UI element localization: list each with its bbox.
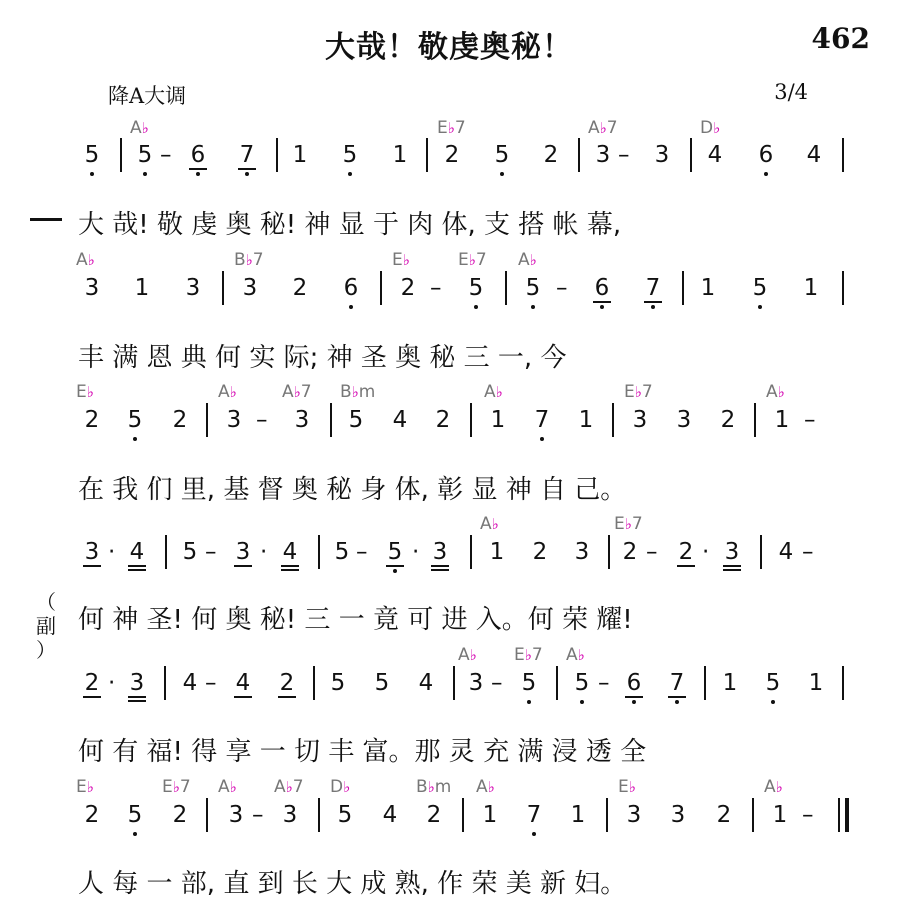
note: 3 — [670, 802, 686, 828]
note: 7 — [239, 142, 255, 168]
note: 5 — [374, 670, 390, 696]
note: 1 — [722, 670, 738, 696]
chord-symbol: A♭ — [130, 118, 149, 138]
barline — [682, 271, 684, 305]
tie-dash: – — [556, 275, 568, 301]
chord-symbol: E♭7 — [458, 250, 487, 270]
note: 3 — [129, 670, 145, 696]
chord-symbol: E♭7 — [437, 118, 466, 138]
note: 5 — [468, 275, 484, 301]
barline — [206, 798, 208, 832]
note: 6 — [594, 275, 610, 301]
note: 3 — [432, 539, 448, 565]
augmentation-dot: · — [108, 670, 116, 696]
chord-symbol: A♭7 — [274, 777, 304, 797]
tie-dash: – — [256, 407, 268, 433]
lyric-line-2: 丰 满 恩 典 何 实 际; 神 圣 奥 秘 三 一, 今 — [78, 343, 567, 373]
note: 5 — [127, 802, 143, 828]
note: 1 — [392, 142, 408, 168]
note: 5 — [521, 670, 537, 696]
note: 3 — [84, 275, 100, 301]
note: 6 — [190, 142, 206, 168]
note: 2 — [622, 539, 638, 565]
barline — [606, 798, 608, 832]
barline — [120, 138, 122, 172]
tie-dash: – — [491, 670, 503, 696]
note: 1 — [134, 275, 150, 301]
chord-symbol: A♭ — [480, 514, 499, 534]
chord-symbol: A♭ — [764, 777, 783, 797]
note: 3 — [468, 670, 484, 696]
note: 5 — [348, 407, 364, 433]
note: 4 — [806, 142, 822, 168]
tie-dash: – — [205, 539, 217, 565]
chord-symbol: A♭ — [476, 777, 495, 797]
note: 1 — [578, 407, 594, 433]
barline — [842, 138, 844, 172]
chord-symbol: E♭7 — [514, 645, 543, 665]
note: 1 — [803, 275, 819, 301]
note: 3 — [282, 802, 298, 828]
lyric-line-5: 何 有 福! 得 享 一 切 丰 富。那 灵 充 满 浸 透 全 — [78, 737, 647, 767]
note: 4 — [418, 670, 434, 696]
note: 3 — [626, 802, 642, 828]
note: 1 — [482, 802, 498, 828]
chord-symbol: A♭ — [484, 382, 503, 402]
augmentation-dot: · — [412, 539, 420, 565]
tie-dash: – — [802, 539, 814, 565]
note: 3 — [724, 539, 740, 565]
tie-dash: – — [430, 275, 442, 301]
note: 6 — [626, 670, 642, 696]
note: 7 — [526, 802, 542, 828]
note: 4 — [778, 539, 794, 565]
augmentation-dot: · — [702, 539, 710, 565]
chord-symbol: B♭m — [340, 382, 376, 402]
note: 5 — [127, 407, 143, 433]
chord-symbol: A♭ — [518, 250, 537, 270]
time-signature: 3/4 — [774, 80, 808, 104]
barline — [470, 403, 472, 437]
barline — [505, 271, 507, 305]
lyric-line-4: 何 神 圣! 何 奥 秘! 三 一 竟 可 进 入。何 荣 耀! — [78, 605, 633, 635]
tie-dash: – — [618, 142, 630, 168]
barline — [704, 666, 706, 700]
chord-symbol: A♭ — [76, 250, 95, 270]
tie-dash: – — [646, 539, 658, 565]
lead-dash — [30, 218, 62, 221]
note: 3 — [84, 539, 100, 565]
lyric-line-3: 在 我 们 里, 基 督 奥 秘 身 体, 彰 显 神 自 己。 — [78, 475, 627, 505]
note: 2 — [426, 802, 442, 828]
note: 1 — [490, 407, 506, 433]
barline — [164, 666, 166, 700]
barline — [318, 535, 320, 569]
barline — [276, 138, 278, 172]
chorus-mark: （ 副 ） — [36, 590, 56, 662]
note: 2 — [172, 407, 188, 433]
tie-dash: – — [205, 670, 217, 696]
tie-dash: – — [802, 802, 814, 828]
note: 5 — [387, 539, 403, 565]
barline — [752, 798, 754, 832]
lyric-line-1: 大 哉! 敬 虔 奥 秘! 神 显 于 肉 体, 支 搭 帐 幕, — [78, 210, 622, 240]
barline — [330, 403, 332, 437]
chord-symbol: E♭ — [392, 250, 410, 270]
barline — [556, 666, 558, 700]
note: 3 — [235, 539, 251, 565]
chord-symbol: E♭7 — [624, 382, 653, 402]
note: 2 — [84, 407, 100, 433]
note: 2 — [172, 802, 188, 828]
final-barline-thick — [845, 798, 849, 832]
note: 5 — [525, 275, 541, 301]
note: 4 — [382, 802, 398, 828]
barline — [690, 138, 692, 172]
note: 4 — [182, 670, 198, 696]
note: 3 — [632, 407, 648, 433]
note: 7 — [669, 670, 685, 696]
note: 2 — [400, 275, 416, 301]
note: 5 — [494, 142, 510, 168]
barline — [760, 535, 762, 569]
note: 3 — [242, 275, 258, 301]
barline — [453, 666, 455, 700]
note: 3 — [226, 407, 242, 433]
note: 7 — [534, 407, 550, 433]
note: 1 — [570, 802, 586, 828]
note: 3 — [595, 142, 611, 168]
barline — [222, 271, 224, 305]
note: 6 — [758, 142, 774, 168]
note: 4 — [235, 670, 251, 696]
note: 1 — [292, 142, 308, 168]
note: 2 — [716, 802, 732, 828]
hymn-title: 大哉！敬虔奥秘！ — [325, 30, 573, 65]
note: 4 — [129, 539, 145, 565]
note: 4 — [707, 142, 723, 168]
note: 2 — [543, 142, 559, 168]
chord-symbol: E♭ — [76, 382, 94, 402]
chord-symbol: B♭7 — [234, 250, 264, 270]
note: 2 — [279, 670, 295, 696]
note: 6 — [343, 275, 359, 301]
note: 1 — [489, 539, 505, 565]
key-signature: 降A大调 — [108, 84, 187, 108]
chord-symbol: D♭ — [330, 777, 351, 797]
barline — [165, 535, 167, 569]
augmentation-dot: · — [260, 539, 268, 565]
note: 1 — [700, 275, 716, 301]
final-barline-thin — [838, 798, 840, 832]
note: 5 — [574, 670, 590, 696]
note: 5 — [752, 275, 768, 301]
barline — [578, 138, 580, 172]
lyric-line-6: 人 每 一 部, 直 到 长 大 成 熟, 作 荣 美 新 妇。 — [78, 869, 627, 899]
chord-symbol: E♭ — [76, 777, 94, 797]
barline — [612, 403, 614, 437]
barline — [608, 535, 610, 569]
note: 5 — [765, 670, 781, 696]
note: 5 — [330, 670, 346, 696]
note: 2 — [444, 142, 460, 168]
chord-symbol: A♭7 — [588, 118, 618, 138]
note: 3 — [228, 802, 244, 828]
note: 5 — [334, 539, 350, 565]
barline — [842, 271, 844, 305]
note: 7 — [645, 275, 661, 301]
note: 2 — [720, 407, 736, 433]
chord-symbol: A♭ — [566, 645, 585, 665]
barline — [754, 403, 756, 437]
tie-dash: – — [252, 802, 264, 828]
note: 2 — [84, 670, 100, 696]
tie-dash: – — [598, 670, 610, 696]
chord-symbol: A♭7 — [282, 382, 312, 402]
note: 3 — [294, 407, 310, 433]
note: 1 — [808, 670, 824, 696]
tie-dash: – — [356, 539, 368, 565]
barline — [318, 798, 320, 832]
chord-symbol: A♭ — [218, 777, 237, 797]
note: 1 — [772, 802, 788, 828]
note: 2 — [84, 802, 100, 828]
chord-symbol: E♭7 — [614, 514, 643, 534]
note: 2 — [678, 539, 694, 565]
chord-symbol: A♭ — [458, 645, 477, 665]
tie-dash: – — [160, 142, 172, 168]
tie-dash: – — [804, 407, 816, 433]
note: 5 — [182, 539, 198, 565]
chord-symbol: D♭ — [700, 118, 721, 138]
note: 2 — [435, 407, 451, 433]
chord-symbol: A♭ — [218, 382, 237, 402]
note: 2 — [292, 275, 308, 301]
note: 4 — [392, 407, 408, 433]
augmentation-dot: · — [108, 539, 116, 565]
barline — [313, 666, 315, 700]
note: 3 — [654, 142, 670, 168]
barline — [206, 403, 208, 437]
note: 5 — [137, 142, 153, 168]
note: 2 — [532, 539, 548, 565]
note: 5 — [342, 142, 358, 168]
note: 1 — [774, 407, 790, 433]
note: 3 — [676, 407, 692, 433]
barline — [462, 798, 464, 832]
barline — [842, 666, 844, 700]
barline — [380, 271, 382, 305]
barline — [426, 138, 428, 172]
note: 5 — [337, 802, 353, 828]
chord-symbol: A♭ — [766, 382, 785, 402]
chord-symbol: E♭ — [618, 777, 636, 797]
note: 4 — [282, 539, 298, 565]
note: 3 — [574, 539, 590, 565]
note: 3 — [185, 275, 201, 301]
hymn-number: 462 — [811, 22, 870, 55]
chord-symbol: B♭m — [416, 777, 452, 797]
barline — [470, 535, 472, 569]
note: 5 — [84, 142, 100, 168]
chord-symbol: E♭7 — [162, 777, 191, 797]
